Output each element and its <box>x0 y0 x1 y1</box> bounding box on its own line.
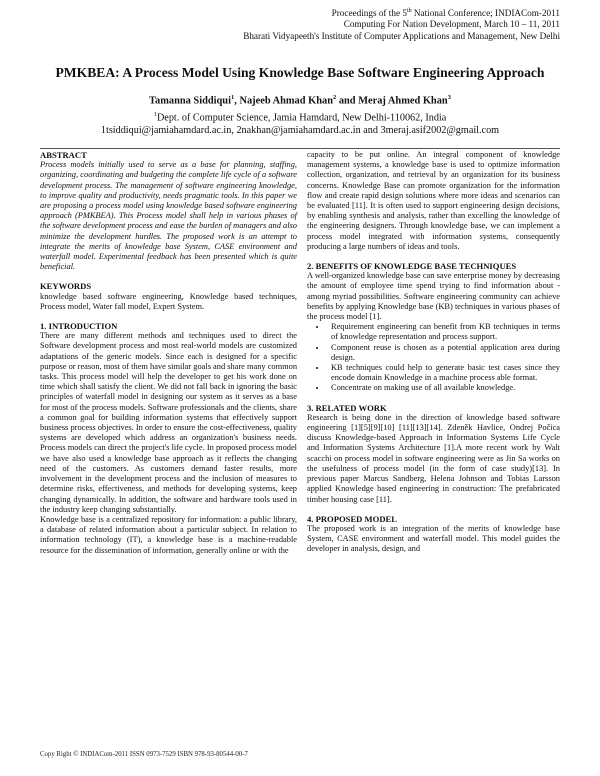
author-1-mark: 1 <box>230 94 235 101</box>
left-column <box>40 150 297 556</box>
dept-mark: 1 <box>153 111 157 118</box>
header-line-2: Computing For Nation Development, March 10 – 11, 2011 <box>343 19 560 30</box>
department: Dept. of Computer Science, Jamia Hamdard, New Delhi-110062, India <box>156 112 447 124</box>
introduction-continued: capacity to be put online. An integral component of knowledge management systems, a knowledge base is used to optimize information collection, organization, and retrieval by an organization for its business concerns. Knowledge Base can promote organization for the information flow and create rapid design solutions where more ideas and scenarios can be evaluated [11]. It is often used to support engineering design decisions, by enabling synthesis and analysis, rather than excelling the knowledge of the engineering designers. Through knowledge base, we can implement a process model integrated with information systems, consequently producing a large numbers of ideas and tools. <box>307 150 560 251</box>
conference-header <box>243 6 560 42</box>
introduction-para-2: Knowledge base is a centralized repository for information: a public library, a database of related information about a particular subject. In relation to information technology (IT), a knowledge base is a machine-readable resource for the dissemination of information, generally online or with the <box>40 514 297 555</box>
keywords-heading: KEYWORDS <box>40 281 92 292</box>
related-work-heading: 3. RELATED WORK <box>307 402 387 413</box>
email-3[interactable]: 3meraj.asif2002@gmail.com <box>380 124 500 136</box>
keywords-text: knowledge based software engineering, Knowledge based techniques, Process model, Water fall model, Expert System. <box>40 291 297 311</box>
header-line-3: Bharati Vidyapeeth's Institute of Computer Applications and Management, New Delhi <box>243 30 560 41</box>
right-column <box>307 150 560 555</box>
list-item: • Component reuse is chosen as a potential application area during design. <box>327 343 560 363</box>
list-item: • Requirement engineering can benefit from KB techniques in terms of knowledge representation and process support. <box>327 322 560 342</box>
email-2[interactable]: 2nakhan@jamiahamdard.ac.in <box>236 124 361 136</box>
benefits-text: A well-organized knowledge base can save enterprise money by decreasing the amount of employee time spend trying to find information about - among myriad possibilities. Software engineering community can achieve benefits by applying Knowledge base (KB) techniques in various phases of the process model [1]. <box>307 271 560 322</box>
proposed-model-heading: 4. PROPOSED MODEL <box>307 513 397 524</box>
abstract-text: Process models initially used to serve as a base for planning, staffing, organizing, coordinating and budgeting the complete life cycle of a software development process. The management of software engineering knowledge, to improve quality and productivity, needs pragmatic tools. In this paper we are proposing a process model using knowledge based software engineering approach (PMKBEA). This Process model shall help in various phases of the software development process and ease the burden of managers and also minimize the development hurdles. The proposed work is an attempt to integrate the merits of knowledge base System, CASE environment and waterfall model. Experimental feedback has been presented which is quite beneficial. <box>40 160 297 272</box>
author-1: Tamanna Siddiqui <box>149 95 231 107</box>
emails: 1tsiddiqui@jamiahamdard.ac.in, 2nakhan@jamiahamdard.ac.in and 3meraj.asif2002@gmail.com <box>100 124 500 136</box>
list-item: • Concentrate on making use of all available knowledge. <box>327 383 560 393</box>
author-2-mark: 2 <box>332 94 337 101</box>
paper-title: PMKBEA: A Process Model Using Knowledge Base Software Engineering Approach <box>55 65 545 80</box>
related-work-text: Research is being done in the direction of knowledge based software engineering [1][5][9][10] [11][13][14]. Zdeněk Havlice, Ondrej Počica discuss Knowledge-based Approach in Information Systems Life Cycle and Information Systems Architecture [1].A more recent work by Walt scacchi on process model in software engineering were as Jin Sa works on the usefulness of process model (in the form of case study)[13]. In previous paper Marcus Sandberg, Helena Johnson and Tobias Larsson applied Knowledge based engineering in construction: The prefabricated timber housing case [11]. <box>307 412 560 504</box>
author-2: Najeeb Ahmad Khan <box>239 95 333 107</box>
copyright-footer: Copy Right © INDIACom-2011 ISSN 0973-7529 ISBN 978-93-80544-00-7 <box>40 751 248 758</box>
author-3: Meraj Ahmed Khan <box>358 95 448 107</box>
benefits-list <box>307 322 560 393</box>
author-list: Tamanna Siddiqui$^1$, Najeeb Ahmad Khan$^2$ and Meraj Ahmed Khan$^3$ <box>149 94 451 107</box>
affiliation <box>0 109 600 137</box>
introduction-para-1: There are many different methods and techniques used to direct the Software development process and most real-world models are customized adaptations of the generic models. Since each is designed for a specific purpose or reason, most of them have similar goals and share many common tasks. This process model will help the developer to get his work done on time which shall satisfy the client. We did not fall back in ignoring the basic principles of waterfall model in designing our system as it serves as a base for most of the process models. Software professionals and the clients, share a common goal for building information systems that effectively support business process objectives. In order to ensure the cost-effectiveness, quality systems are developed which address an organization's business needs. Process models can direct the project's life cycle. In proposed process model we have also used a knowledge base approach as it reflects the changing need of the customers. As customers demand faster results, more involvement in the development process and the inclusion of measures to determine risks, effectiveness, and methods for developing systems, keep changing dynamically. In addition, the software and hardware tools used in the industry keep changing substantially. <box>40 331 298 514</box>
separator-rule <box>40 148 560 149</box>
header-line-1: Proceedings of the 5th National Conference; INDIACom-2011 <box>331 8 560 19</box>
list-item: • KB techniques could help to generate basic test cases since they encode domain Knowledge in a machine process able format. <box>327 363 560 383</box>
email-1[interactable]: 1tsiddiqui@jamiahamdard.ac.in, <box>100 124 234 136</box>
introduction-heading: 1. INTRODUCTION <box>40 321 118 332</box>
author-3-mark: 3 <box>447 94 451 101</box>
abstract-heading: ABSTRACT <box>40 150 87 160</box>
proposed-model-text: The proposed work is an integration of the merits of knowledge base System, CASE environment and waterfall model. This model guides the developer in analysis, design, and <box>307 523 560 554</box>
benefits-heading: 2. BENEFITS OF KNOWLEDGE BASE TECHNIQUES <box>307 261 517 272</box>
